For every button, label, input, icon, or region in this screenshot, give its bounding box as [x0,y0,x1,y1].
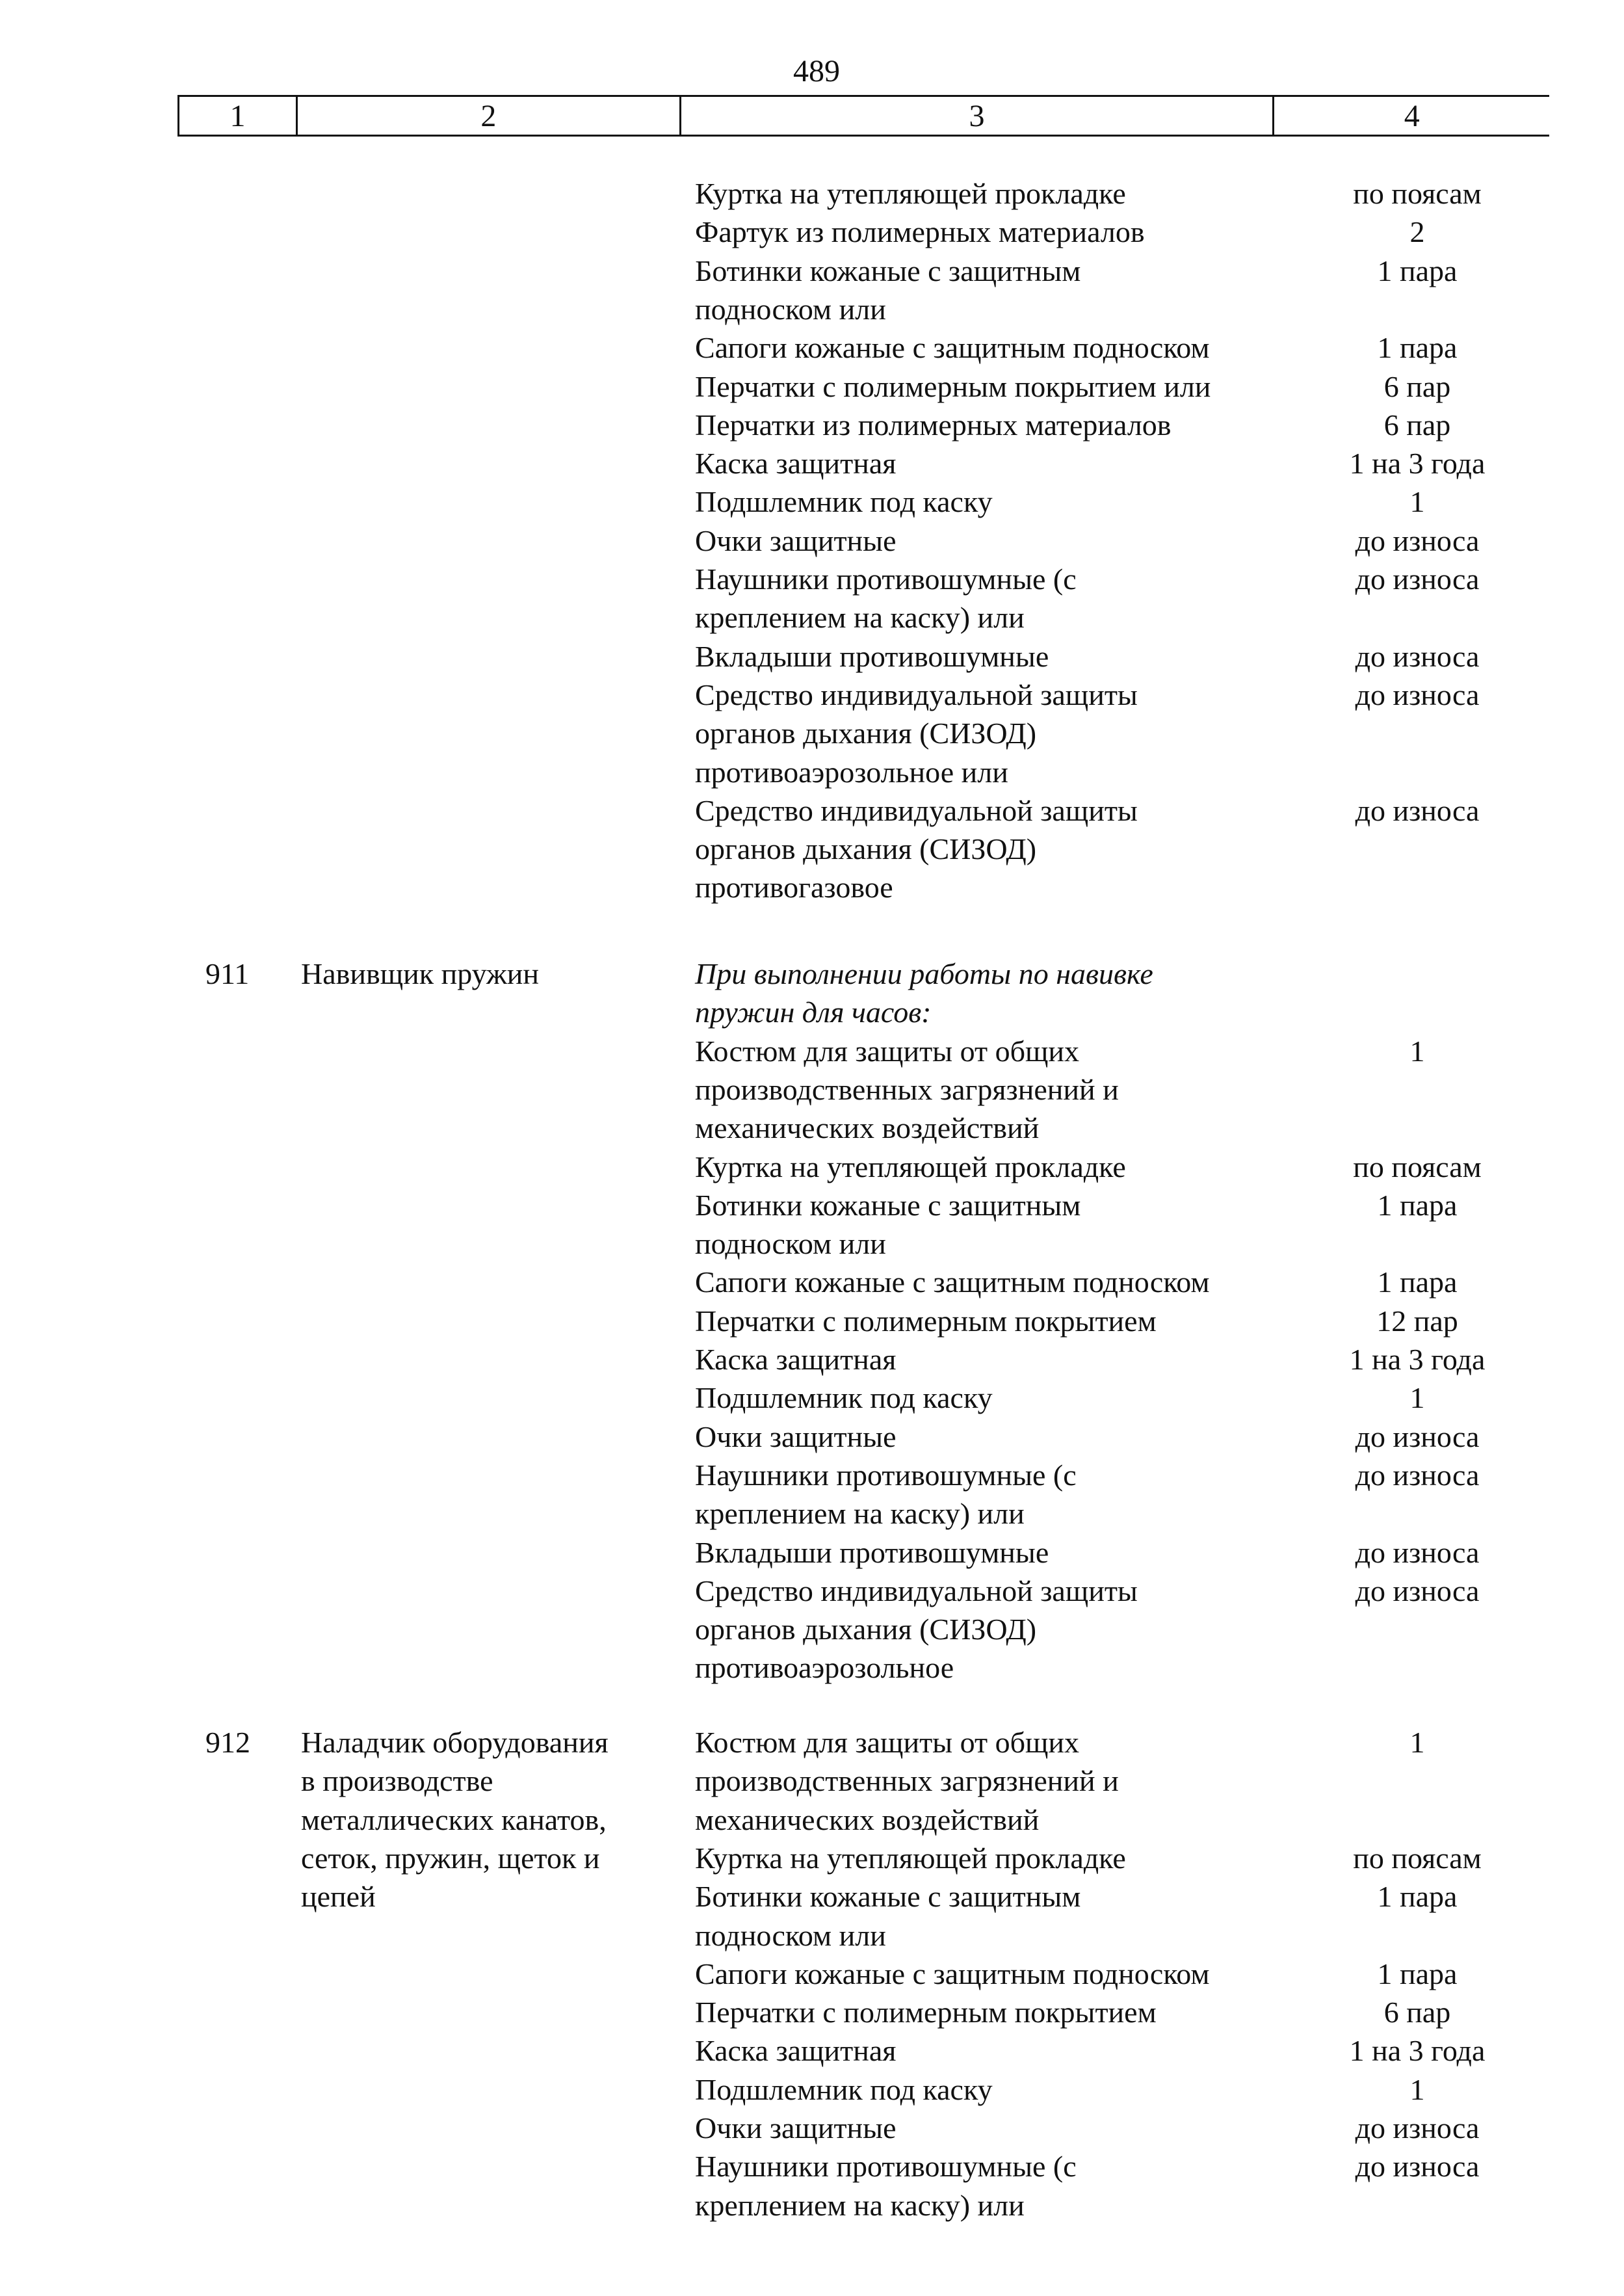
ppe-item-text: органов дыхания (СИЗОД) [695,832,1037,866]
norm-value: 1 пара [1377,331,1458,365]
ppe-item-text: Средство индивидуальной защиты [695,793,1138,827]
ppe-item-text: Сапоги кожаные с защитным подноском [695,1265,1210,1299]
ppe-item-text: Каска защитная [695,2034,897,2068]
ppe-item-text: Куртка на утепляющей прокладке [695,1841,1126,1875]
ppe-item-text: креплением на каску) или [695,1497,1025,1531]
norm-value: 1 [1409,2072,1425,2106]
ppe-item-text: Перчатки с полимерным покрытием [695,1304,1157,1338]
norm-value: по поясам [1353,1150,1482,1183]
row-number: 912 [205,1726,250,1759]
job-title: в производстве [301,1764,493,1798]
ppe-item-text: Очки защитные [695,1419,897,1453]
norm-value: 2 [1409,215,1425,249]
ppe-item-text: Куртка на утепляющей прокладке [695,1150,1126,1183]
ppe-item-text: креплением на каску) или [695,601,1025,635]
ppe-item-text: Подшлемник под каску [695,1381,993,1415]
ppe-item-text: Очки защитные [695,523,897,557]
norm-value: до износа [1355,2150,1480,2184]
ppe-item-text: Сапоги кожаные с защитным подноском [695,1957,1210,1990]
norm-value: 1 пара [1377,1957,1458,1990]
ppe-item-text: противоаэрозольное или [695,755,1008,789]
ppe-item-text: Каска защитная [695,447,897,481]
norm-value: 1 [1409,1034,1425,1068]
norm-value: до износа [1355,1535,1480,1569]
ppe-item-text: Подшлемник под каску [695,2072,993,2106]
ppe-item-text: противоаэрозольное [695,1651,954,1685]
ppe-item-text: Наушники противошумные (с [695,1458,1077,1492]
ppe-item-text: Вкладыши противошумные [695,639,1049,673]
ppe-item-text: механических воздействий [695,1111,1040,1145]
norm-value: 1 пара [1377,1880,1458,1914]
ppe-item-text: Куртка на утепляющей прокладке [695,177,1126,210]
norm-value: 1 [1409,485,1425,519]
norm-value: до износа [1355,1458,1480,1492]
ppe-item-text: Подшлемник под каску [695,485,993,519]
ppe-item-text: Костюм для защиты от общих [695,1726,1080,1759]
ppe-item-text: Средство индивидуальной защиты [695,678,1138,711]
ppe-item-text: Ботинки кожаные с защитным [695,1188,1081,1222]
ppe-item-text: Каска защитная [695,1343,897,1376]
norm-value: до износа [1355,639,1480,673]
norm-value: 1 на 3 года [1349,447,1486,481]
condition-subheading: При выполнении работы по навивке [695,957,1153,990]
ppe-item-text: производственных загрязнений и [695,1764,1119,1798]
norm-value: до износа [1355,562,1480,596]
job-title: металлических канатов, [301,1802,607,1836]
ppe-item-text: органов дыхания (СИЗОД) [695,717,1037,750]
norm-value: 1 на 3 года [1349,2034,1486,2068]
norm-value: до износа [1355,678,1480,711]
job-title: сеток, пружин, щеток и [301,1841,600,1875]
row-number: 911 [205,957,250,990]
norm-value: 1 на 3 года [1349,1343,1486,1376]
ppe-item-text: органов дыхания (СИЗОД) [695,1613,1037,1646]
ppe-item-text: Средство индивидуальной защиты [695,1574,1138,1607]
ppe-item-text: подноском или [695,1918,886,1952]
ppe-item-text: Очки защитные [695,2111,897,2144]
column-header-4: 4 [1274,96,1549,136]
page-number: 489 [793,54,840,88]
ppe-item-text: Сапоги кожаные с защитным подноском [695,331,1210,365]
norm-value: 6 пар [1383,408,1451,442]
ppe-item-text: Вкладыши противошумные [695,1535,1049,1569]
norm-value: 1 [1409,1381,1425,1415]
norm-value: 1 пара [1377,1188,1458,1222]
job-title: цепей [301,1880,376,1914]
norm-value: 1 пара [1377,254,1458,287]
norm-value: 6 пар [1383,1996,1451,2029]
ppe-item-text: Перчатки из полимерных материалов [695,408,1172,442]
condition-subheading: пружин для часов: [695,996,932,1029]
norm-value: до износа [1355,2111,1480,2144]
ppe-item-text: Наушники противошумные (с [695,2150,1077,2184]
ppe-item-text: подноском или [695,1227,886,1261]
ppe-item-text: Перчатки с полимерным покрытием или [695,369,1211,403]
column-header-2: 2 [297,96,681,136]
norm-value: до износа [1355,793,1480,827]
norm-value: по поясам [1353,1841,1482,1875]
norm-value: 1 [1409,1726,1425,1759]
norm-value: до износа [1355,1574,1480,1607]
ppe-item-text: Перчатки с полимерным покрытием [695,1996,1157,2029]
ppe-item-text: Фартук из полимерных материалов [695,215,1145,249]
norm-value: 1 пара [1377,1265,1458,1299]
ppe-item-text: Ботинки кожаные с защитным [695,254,1081,287]
norm-value: 12 пар [1376,1304,1458,1338]
norm-value: по поясам [1353,177,1482,210]
norm-value: до износа [1355,523,1480,557]
job-title: Навивщик пружин [301,957,540,990]
ppe-item-text: подноском или [695,292,886,326]
norm-value: 6 пар [1383,369,1451,403]
job-title: Наладчик оборудования [301,1726,609,1759]
norm-value: до износа [1355,1419,1480,1453]
ppe-item-text: Наушники противошумные (с [695,562,1077,596]
ppe-item-text: производственных загрязнений и [695,1072,1119,1106]
column-header-1: 1 [179,96,297,136]
ppe-item-text: Костюм для защиты от общих [695,1034,1080,1068]
ppe-item-text: механических воздействий [695,1802,1040,1836]
ppe-item-text: креплением на каску) или [695,2188,1025,2222]
column-header-3: 3 [680,96,1274,136]
ppe-item-text: Ботинки кожаные с защитным [695,1880,1081,1914]
ppe-item-text: противогазовое [695,871,893,904]
